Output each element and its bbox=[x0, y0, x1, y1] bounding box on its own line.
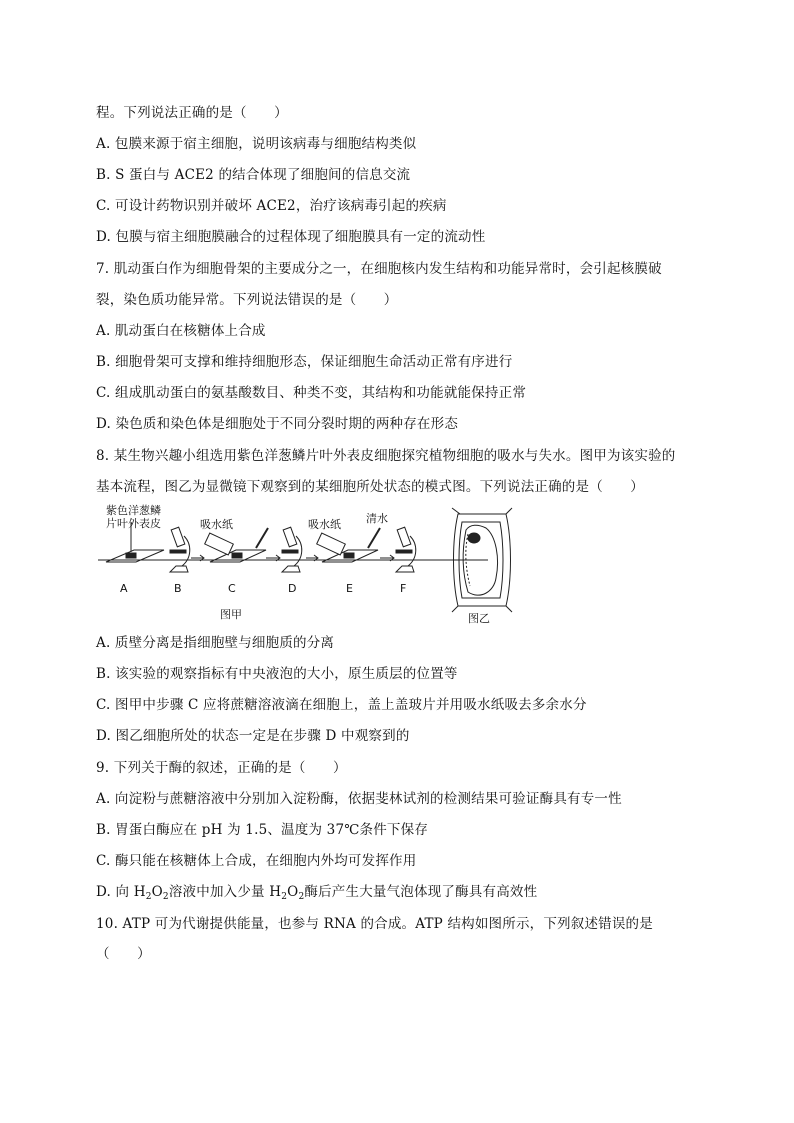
sample bbox=[126, 553, 136, 558]
option-d-text: 溶液中加入少量 H bbox=[168, 884, 282, 900]
option-a: A. 肌动蛋白在核糖体上合成 bbox=[96, 323, 266, 339]
experiment-diagram bbox=[96, 500, 616, 630]
label-water: 清水 bbox=[366, 512, 388, 525]
text-line: 程。下列说法正确的是（ ） bbox=[96, 105, 288, 121]
option-d: D. 包膜与宿主细胞膜融合的过程体现了细胞膜具有一定的流动性 bbox=[96, 229, 486, 245]
question-7-stem: 7. 肌动蛋白作为细胞骨架的主要成分之一，在细胞核内发生结构和功能异常时，会引起核膜破 bbox=[96, 261, 662, 277]
option-b: B. S 蛋白与 ACE2 的结合体现了细胞间的信息交流 bbox=[96, 167, 411, 183]
option-a: A. 包膜来源于宿主细胞，说明该病毒与细胞结构类似 bbox=[96, 136, 417, 152]
option-d bbox=[96, 883, 537, 906]
question-8-stem-cont: 基本流程，图乙为显微镜下观察到的某细胞所处状态的模式图。下列说法正确的是（ ） bbox=[96, 479, 644, 495]
option-a: A. 向淀粉与蔗糖溶液中分别加入淀粉酶，依据斐林试剂的检测结果可验证酶具有专一性 bbox=[96, 791, 622, 807]
step-label: F bbox=[400, 582, 407, 595]
subscript: 2 bbox=[281, 892, 288, 902]
subscript: 2 bbox=[162, 892, 169, 902]
caption-figure-b: 图乙 bbox=[468, 612, 490, 625]
question-10-stem: 10. ATP 可为代谢提供能量，也参与 RNA 的合成。ATP 结构如图所示，下列叙述错误的是 bbox=[96, 916, 653, 932]
option-a: A. 质壁分离是指细胞壁与细胞质的分离 bbox=[96, 635, 335, 651]
step-label: A bbox=[120, 582, 128, 595]
subscript: 2 bbox=[145, 892, 152, 902]
option-d-text: D. 向 H bbox=[96, 884, 146, 900]
dropper bbox=[256, 528, 268, 548]
microscope-icon bbox=[396, 527, 416, 572]
absorbent-paper bbox=[205, 533, 234, 555]
step-label: B bbox=[174, 582, 182, 595]
step-label: E bbox=[346, 582, 353, 595]
option-d-text: O bbox=[151, 884, 163, 900]
question-9-stem: 9. 下列关于酶的叙述，正确的是（ ） bbox=[96, 760, 347, 776]
option-c: C. 酶只能在核糖体上合成，在细胞内外均可发挥作用 bbox=[96, 853, 417, 869]
sample bbox=[344, 553, 354, 558]
option-b: B. 细胞骨架可支撑和维持细胞形态，保证细胞生命活动正常有序进行 bbox=[96, 354, 513, 370]
step-label: D bbox=[288, 582, 297, 595]
absorbent-paper bbox=[317, 533, 346, 555]
option-d-text: O bbox=[287, 884, 299, 900]
option-b: B. 胃蛋白酶应在 pH 为 1.5、温度为 37℃条件下保存 bbox=[96, 822, 429, 838]
label-onion-epidermis: 紫色洋葱鳞 bbox=[106, 504, 161, 517]
option-d-text: 酶后产生大量气泡体现了酶具有高效性 bbox=[304, 884, 538, 900]
label-absorbent-paper-2: 吸水纸 bbox=[308, 518, 341, 531]
question-10-stem-cont: （ ） bbox=[96, 946, 151, 962]
sample bbox=[232, 553, 242, 558]
label-onion-epidermis-2: 片叶外表皮 bbox=[106, 517, 161, 530]
option-d: D. 图乙细胞所处的状态一定是在步骤 D 中观察到的 bbox=[96, 728, 410, 744]
dropper bbox=[368, 528, 380, 548]
option-c: C. 组成肌动蛋白的氨基酸数目、种类不变，其结构和功能就能保持正常 bbox=[96, 385, 527, 401]
microscope-icon bbox=[170, 527, 190, 572]
question-8-stem: 8. 某生物兴趣小组选用紫色洋葱鳞片叶外表皮细胞探究植物细胞的吸水与失水。图甲为该实验的 bbox=[96, 448, 676, 464]
experiment-figure bbox=[96, 500, 616, 630]
microscope-icon bbox=[282, 527, 302, 572]
caption-figure-a: 图甲 bbox=[220, 608, 242, 621]
option-c: C. 图甲中步骤 C 应将蔗糖溶液滴在细胞上，盖上盖玻片并用吸水纸吸去多余水分 bbox=[96, 697, 587, 713]
subscript: 2 bbox=[298, 892, 305, 902]
question-7-stem-cont: 裂，染色质功能异常。下列说法错误的是（ ） bbox=[96, 292, 398, 308]
label-absorbent-paper-1: 吸水纸 bbox=[200, 518, 233, 531]
option-c: C. 可设计药物识别并破坏 ACE2，治疗该病毒引起的疾病 bbox=[96, 198, 447, 214]
step-label: C bbox=[228, 582, 236, 595]
option-d: D. 染色质和染色体是细胞处于不同分裂时期的两种存在形态 bbox=[96, 416, 459, 432]
option-b: B. 该实验的观察指标有中央液泡的大小，原生质层的位置等 bbox=[96, 666, 458, 682]
